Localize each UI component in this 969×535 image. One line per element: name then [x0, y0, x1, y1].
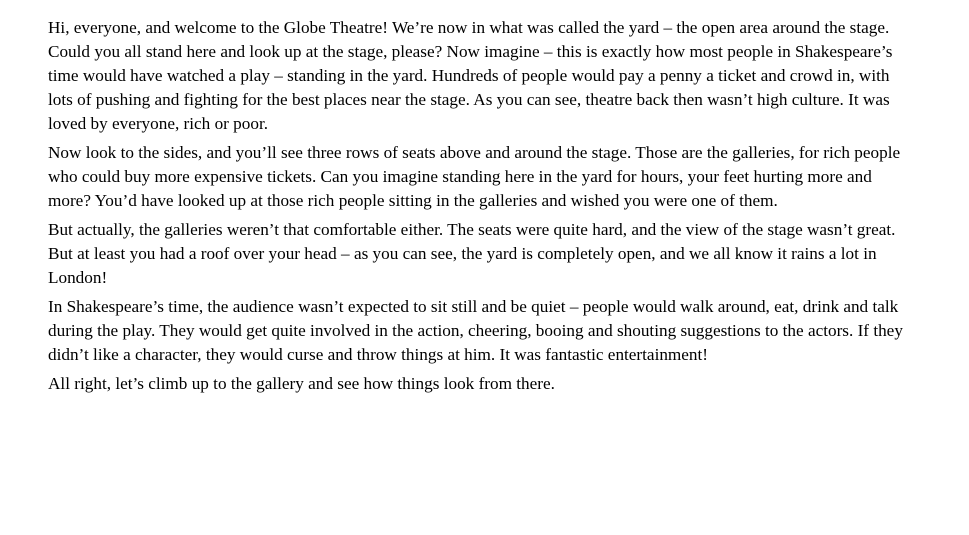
paragraph-audience-behaviour: In Shakespeare’s time, the audience wasn’t expected to sit still and be quiet – people would walk around, eat, drink and talk during the play. They would get quite involved in the action, cheering, booing and shouting suggestions to the actors. If they didn’t like a character, they would curse and throw things at him. It was fantastic entertainment! [48, 297, 903, 364]
paragraph-galleries: Now look to the sides, and you’ll see three rows of seats above and around the stage. Those are the galleries, for rich people who could buy more expensive tickets. Can you imagine standing here in the yard for hours, your feet hurting more and more? You’d have looked up at those rich people sitting in the galleries and wished you were one of them. [48, 143, 901, 210]
transcript-text [48, 16, 908, 401]
paragraph-climb-gallery: All right, let’s climb up to the gallery and see how things look from there. [48, 374, 555, 393]
paragraph-welcome-yard: Hi, everyone, and welcome to the Globe Theatre! We’re now in what was called the yard – the open area around the stage. Could you all stand here and look up at the stage, please? Now imagine – this is exactly how most people in Shakespeare’s time would have watched a play – standing in the yard. Hundreds of people would pay a penny a ticket and crowd in, with lots of pushing and fighting for the best places near the stage. As you can see, theatre back then wasn’t high culture. It was loved by everyone, rich or poor. [48, 18, 893, 133]
paragraph-gallery-comfort: But actually, the galleries weren’t that comfortable either. The seats were quite hard, and the view of the stage wasn’t great. But at least you had a roof over your head – as you can see, the yard is completely open, and we all know it rains a lot in London! [48, 220, 896, 287]
